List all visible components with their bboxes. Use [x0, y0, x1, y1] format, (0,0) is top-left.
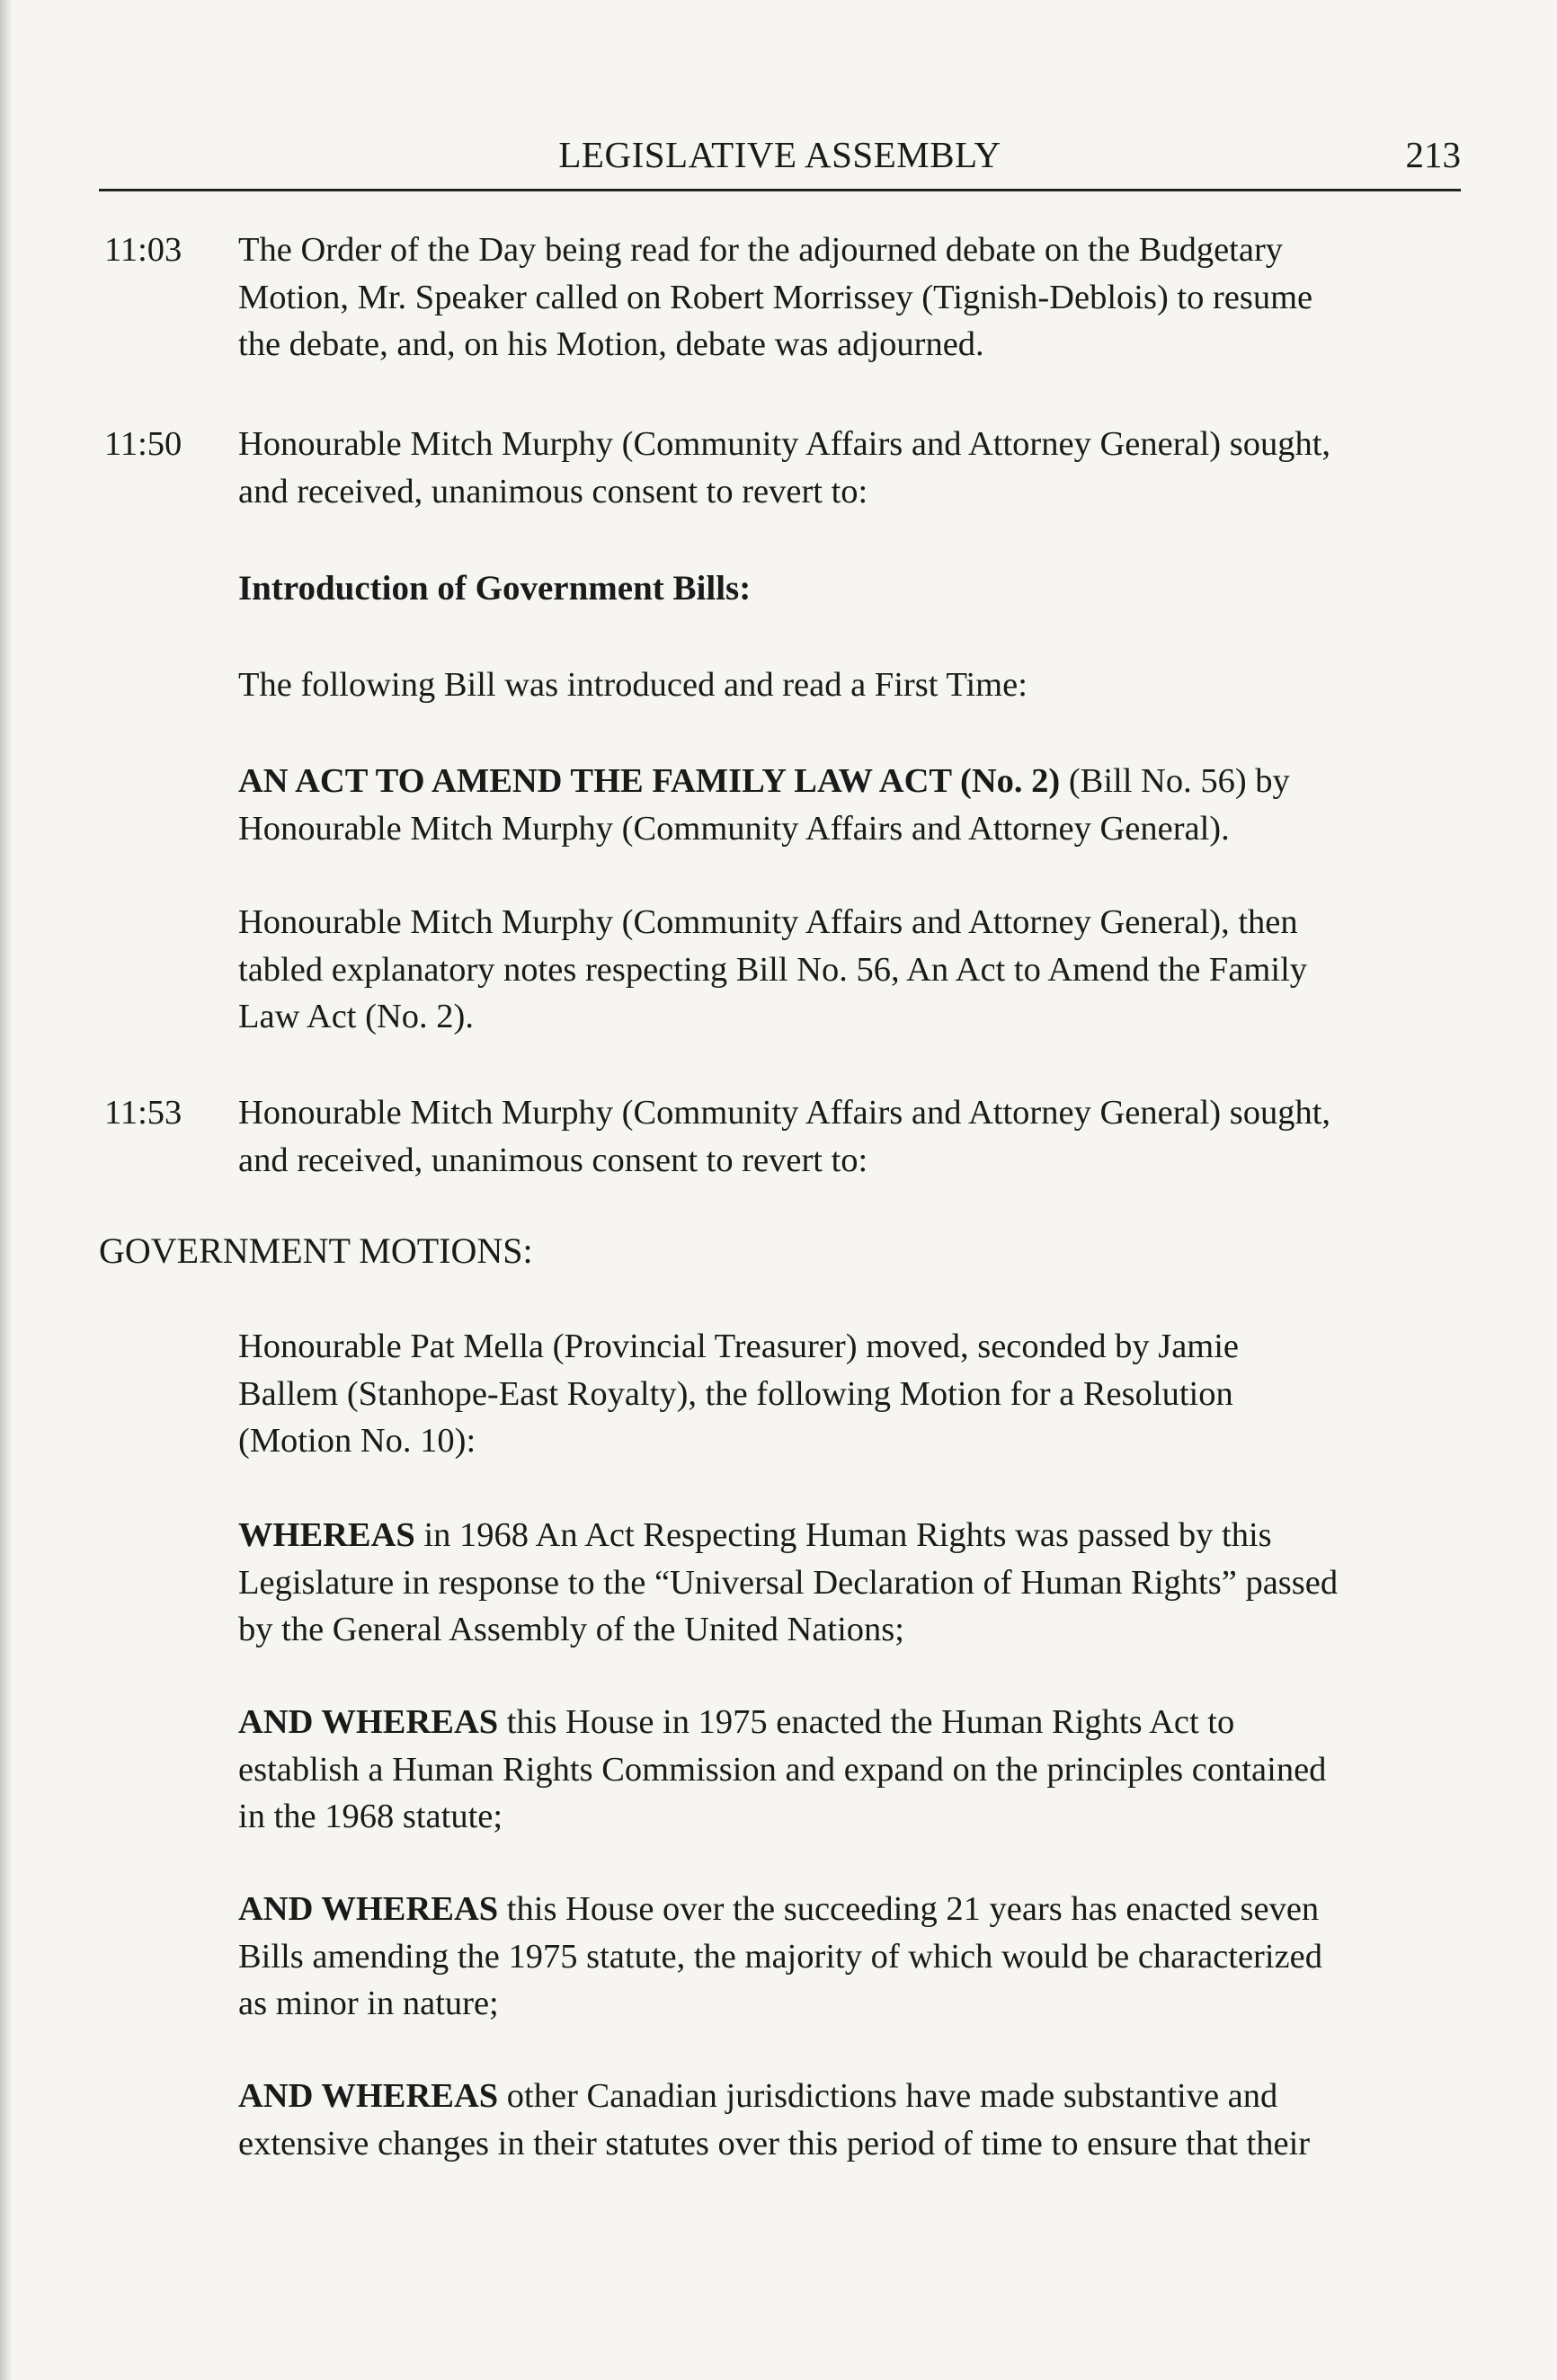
text-line: (Motion No. 10):: [238, 1422, 476, 1460]
text-line: [238, 1886, 1463, 1933]
clause-lead: WHEREAS: [238, 1516, 415, 1554]
text-line: Honourable Mitch Murphy (Community Affairs and Attorney General).: [238, 809, 1230, 848]
text-line: The Order of the Day being read for the adjourned debate on the Budgetary: [238, 231, 1284, 269]
bill-title: AN ACT TO AMEND THE FAMILY LAW ACT (No. 2): [238, 762, 1061, 800]
entry-paragraph: [238, 421, 1463, 515]
text-line: The following Bill was introduced and read a First Time:: [238, 666, 1028, 704]
clause-text: in 1968 An Act Respecting Human Rights was passed by this: [414, 1516, 1272, 1554]
text-line: Honourable Mitch Murphy (Community Affairs and Attorney General) sought,: [238, 425, 1331, 463]
page-edge-shadow: [0, 0, 13, 2380]
running-title: LEGISLATIVE ASSEMBLY: [558, 134, 1001, 175]
text-line: Honourable Mitch Murphy (Community Affairs and Attorney General) sought,: [238, 1094, 1331, 1132]
clause-lead: AND WHEREAS: [238, 1703, 499, 1741]
text-line: the debate, and, on his Motion, debate was adjourned.: [238, 325, 984, 363]
paragraph: [238, 1323, 1463, 1465]
text-line: and received, unanimous consent to revert to:: [238, 472, 868, 511]
text-line: by the General Assembly of the United Nations;: [238, 1611, 904, 1648]
page-number: 213: [1405, 134, 1461, 175]
header-rule: [99, 189, 1461, 191]
text-line: Law Act (No. 2).: [238, 998, 474, 1035]
entry-time: 11:53: [104, 1094, 182, 1132]
bill-number: (Bill No. 56) by: [1060, 762, 1290, 800]
page-header: [99, 133, 1461, 191]
text-line: [238, 1512, 1463, 1559]
text-line: [238, 2073, 1463, 2120]
text-line: Motion, Mr. Speaker called on Robert Morrissey (Tignish-Deblois) to resume: [238, 278, 1313, 316]
clause-lead: AND WHEREAS: [238, 1890, 499, 1928]
text-line: [238, 1699, 1463, 1746]
text-line: tabled explanatory notes respecting Bill No. 56, An Act to Amend the Family: [238, 950, 1308, 989]
entry-time: 11:50: [104, 425, 182, 463]
whereas-clause: [238, 2073, 1463, 2167]
paragraph: [238, 899, 1463, 1041]
whereas-clause: [238, 1886, 1463, 2028]
entry-paragraph: [238, 1089, 1463, 1184]
clause-text: this House in 1975 enacted the Human Rights Act to: [498, 1703, 1235, 1741]
bill-paragraph: [238, 758, 1463, 852]
text-line: and received, unanimous consent to revert to:: [238, 1141, 868, 1179]
text-line: Legislature in response to the “Universal Declaration of Human Rights” passed: [238, 1563, 1339, 1602]
text-line: as minor in nature;: [238, 1985, 499, 2022]
paragraph: [238, 662, 1463, 709]
whereas-clause: [238, 1512, 1463, 1654]
clause-text: other Canadian jurisdictions have made substantive and: [498, 2077, 1278, 2115]
section-heading: GOVERNMENT MOTIONS:: [99, 1230, 533, 1271]
text-line: [238, 758, 1463, 805]
whereas-clause: [238, 1699, 1463, 1841]
section-heading: Introduction of Government Bills:: [238, 569, 752, 608]
text-line: Bills amending the 1975 statute, the majority of which would be characterized: [238, 1937, 1322, 1976]
clause-lead: AND WHEREAS: [238, 2077, 499, 2115]
entry-paragraph: [238, 226, 1463, 369]
text-line: extensive changes in their statutes over this period of time to ensure that their: [238, 2124, 1311, 2162]
text-line: in the 1968 statute;: [238, 1798, 503, 1835]
text-line: Ballem (Stanhope-East Royalty), the following Motion for a Resolution: [238, 1374, 1233, 1413]
text-line: Honourable Pat Mella (Provincial Treasurer) moved, seconded by Jamie: [238, 1328, 1240, 1365]
text-line: Honourable Mitch Murphy (Community Affairs and Attorney General), then: [238, 903, 1298, 941]
entry-time: 11:03: [104, 231, 182, 269]
clause-text: this House over the succeeding 21 years has enacted seven: [498, 1890, 1320, 1928]
text-line: establish a Human Rights Commission and expand on the principles contained: [238, 1750, 1327, 1789]
